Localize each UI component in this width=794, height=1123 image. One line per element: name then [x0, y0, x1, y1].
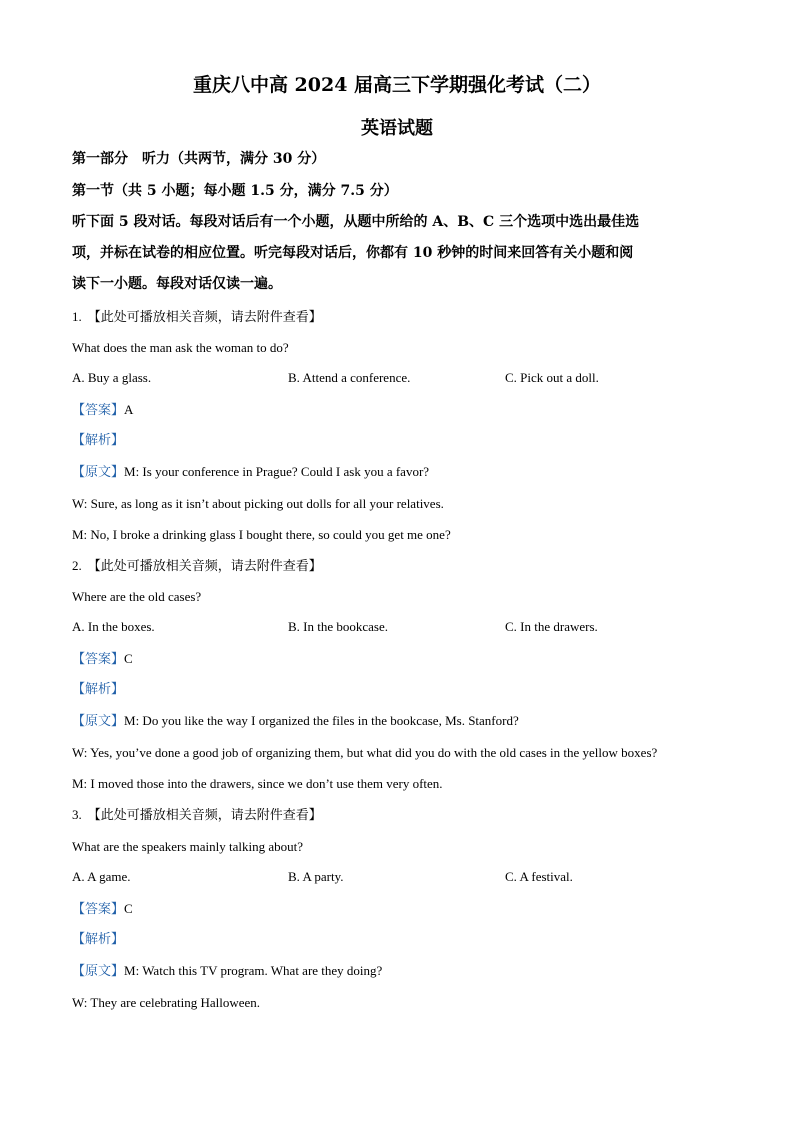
answer-line — [72, 650, 133, 669]
analysis-label: 【解析】 — [72, 433, 125, 448]
answer-line — [72, 401, 133, 420]
page-title: 重庆八中高 2024 届高三下学期强化考试（二） — [192, 74, 602, 96]
part-heading: 第一部分 听力（共两节，满分 30 分） — [72, 151, 326, 167]
option-c: C. In the drawers. — [505, 619, 598, 634]
option-a: A. In the boxes. — [72, 619, 155, 634]
option-a: A. A game. — [72, 869, 131, 884]
original-label: 【原文】 — [72, 714, 125, 729]
transcript-line — [72, 712, 519, 731]
question-number: 1. — [72, 309, 82, 324]
option-c: C. A festival. — [505, 869, 573, 884]
instruction-line: 项，并标在试卷的相应位置。听完每段对话后，你都有 10 秒钟的时间来回答有关小题和阅 — [72, 245, 634, 261]
section-heading: 第一节（共 5 小题；每小题 1.5 分，满分 7.5 分） — [72, 183, 398, 199]
instruction-line: 读下一小题。每段对话仅读一遍。 — [72, 276, 282, 292]
question-header — [72, 806, 322, 825]
transcript-text: W: Yes, you’ve done a good job of organizing them, but what did you do with the old cases in the yellow boxes? — [72, 745, 658, 760]
transcript-text: W: They are celebrating Halloween. — [72, 995, 261, 1010]
answer-label: 【答案】 — [72, 902, 125, 917]
option-b: B. Attend a conference. — [288, 370, 411, 385]
question-header — [72, 557, 322, 576]
page-subtitle: 英语试题 — [361, 118, 433, 139]
analysis-line — [72, 432, 124, 450]
option-a: A. Buy a glass. — [72, 370, 152, 385]
answer-line — [72, 900, 133, 919]
option-b: B. A party. — [288, 869, 344, 884]
answer-label: 【答案】 — [72, 403, 125, 418]
analysis-label: 【解析】 — [72, 932, 125, 947]
transcript-text: M: Is your conference in Prague? Could I ask you a favor? — [124, 464, 430, 479]
transcript-text: W: Sure, as long as it isn’t about picking out dolls for all your relatives. — [72, 496, 444, 511]
transcript-line — [72, 962, 382, 981]
question-number: 2. — [72, 558, 82, 573]
question-text: What are the speakers mainly talking about? — [72, 839, 304, 854]
answer-value: A — [124, 402, 134, 417]
audio-note: 【此处可播放相关音频，请去附件查看】 — [87, 559, 322, 574]
answer-value: C — [124, 651, 133, 666]
transcript-line — [72, 463, 429, 482]
transcript-text: M: I moved those into the drawers, since we don’t use them very often. — [72, 776, 443, 791]
question-text: What does the man ask the woman to do? — [72, 340, 289, 355]
question-header — [72, 308, 322, 327]
option-c: C. Pick out a doll. — [505, 370, 599, 385]
answer-label: 【答案】 — [72, 652, 125, 667]
audio-note: 【此处可播放相关音频，请去附件查看】 — [87, 310, 322, 325]
question-text: Where are the old cases? — [72, 589, 202, 604]
transcript-text: M: Watch this TV program. What are they doing? — [124, 963, 383, 978]
audio-note: 【此处可播放相关音频，请去附件查看】 — [87, 808, 322, 823]
transcript-text: M: Do you like the way I organized the files in the bookcase, Ms. Stanford? — [124, 713, 519, 728]
analysis-label: 【解析】 — [72, 682, 125, 697]
option-b: B. In the bookcase. — [288, 619, 389, 634]
transcript-text: M: No, I broke a drinking glass I bought there, so could you get me one? — [72, 527, 451, 542]
question-number: 3. — [72, 807, 82, 822]
analysis-line — [72, 931, 124, 949]
original-label: 【原文】 — [72, 465, 125, 480]
analysis-line — [72, 681, 124, 699]
answer-value: C — [124, 901, 133, 916]
instruction-line: 听下面 5 段对话。每段对话后有一个小题，从题中所给的 A、B、C 三个选项中选出最佳选 — [72, 214, 640, 230]
original-label: 【原文】 — [72, 964, 125, 979]
